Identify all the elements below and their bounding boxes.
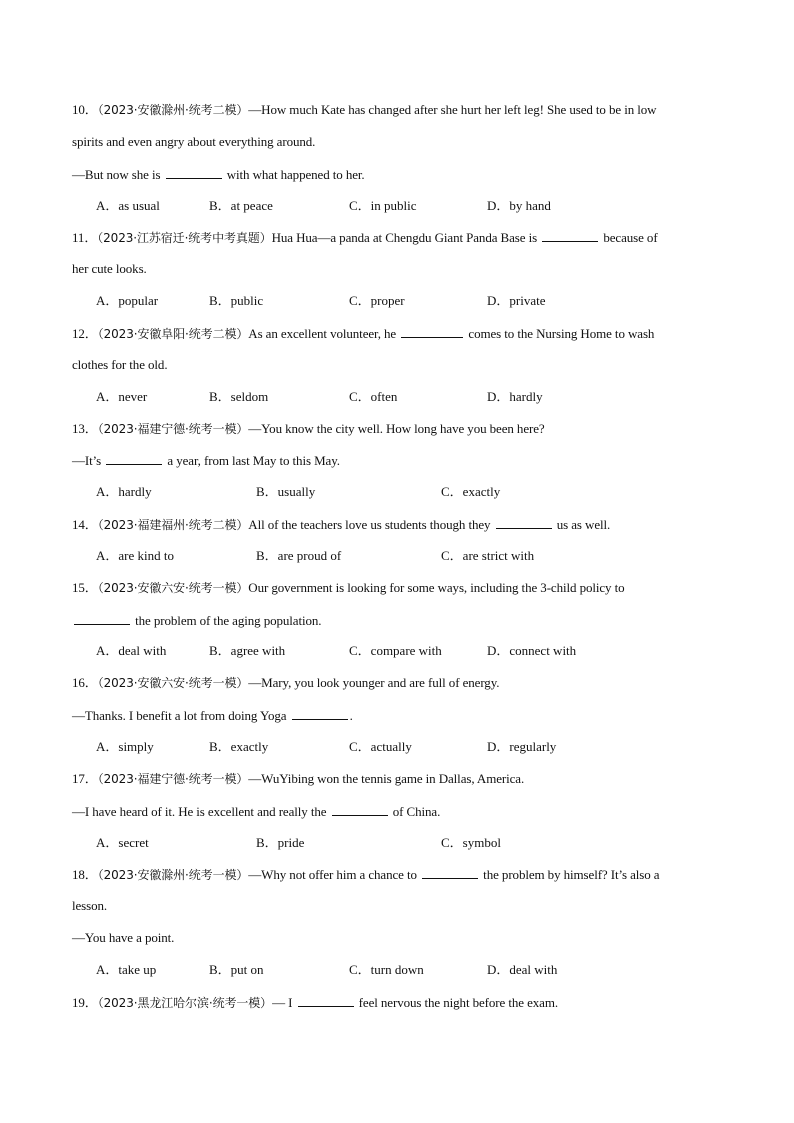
question-text: the problem of the aging population. [132,612,322,628]
question-text: —You have a point. [72,930,175,946]
option-b[interactable]: B．pride [256,834,305,850]
option-c[interactable]: C．in public [349,197,417,213]
question-text: —You know the city well. How long have you been here? [248,420,545,436]
question-text: us as well. [553,517,611,533]
question-text: —Thanks. I benefit a lot from doing Yoga [72,708,290,724]
question-source: （2023·安徽阜阳·统考二模） [97,326,249,341]
question-text: —I have heard of it. He is excellent and really the [72,803,330,819]
question-stem [72,994,732,1011]
question-stem [72,421,732,437]
answer-blank[interactable] [496,516,552,529]
options-row [96,739,736,755]
option-a[interactable]: A．hardly [96,484,152,500]
answer-blank[interactable] [292,707,348,720]
option-d[interactable]: D．by hand [487,197,551,213]
question-text: — I [272,994,296,1010]
question-source: （2023·福建宁德·统考一模） [97,421,249,436]
options-row [96,835,736,851]
question-number: 10． [72,102,98,117]
question-stem [72,325,732,342]
question-text: her cute looks. [72,261,147,277]
question-text: Our government is looking for some ways, including the 3-child policy to [248,579,625,595]
option-b[interactable]: B．are proud of [256,547,342,563]
option-d[interactable]: D．private [487,293,546,309]
question-number: 12． [72,325,98,341]
question-number: 16． [72,675,98,691]
question-line [72,357,732,373]
question-source: （2023·福建福州·统考二模） [97,518,249,533]
option-a[interactable]: A．secret [96,834,149,850]
question-number: 13． [72,420,98,436]
question-text: spirits and even angry about everything around. [72,133,316,149]
answer-blank[interactable] [74,612,130,625]
question-text: comes to the Nursing Home to wash [465,325,655,341]
option-b[interactable]: B．public [209,293,264,309]
question-text: the problem by himself? It’s also a [480,867,660,883]
question-text: —WuYibing won the tennis game in Dallas, America. [248,770,525,786]
option-d[interactable]: D．hardly [487,388,543,404]
question-stem [72,580,732,596]
option-c[interactable]: C．are strict with [441,547,535,563]
question-line [72,261,732,277]
question-number: 14． [72,517,98,533]
question-text: All of the teachers love us students though they [248,517,494,533]
options-row [96,962,736,978]
option-b[interactable]: B．seldom [209,388,269,404]
question-line [72,612,732,629]
options-row [96,643,736,659]
question-source: （2023·安徽滁州·统考二模） [97,103,249,117]
question-number: 17． [72,770,98,786]
option-c[interactable]: C．turn down [349,961,424,977]
option-c[interactable]: C．symbol [441,834,501,850]
option-b[interactable]: B．put on [209,961,264,977]
question-text: lesson. [72,898,108,914]
option-a[interactable]: A．are kind to [96,547,174,563]
question-line [72,898,732,914]
option-b[interactable]: B．agree with [209,643,286,659]
options-row [96,198,736,214]
question-text: of China. [389,803,441,819]
question-stem [72,771,732,787]
option-d[interactable]: D．connect with [487,643,577,659]
question-text: with what happened to her. [223,166,365,182]
question-number: 19． [72,994,98,1010]
question-source: （2023·黑龙江哈尔滨·统考一模） [97,995,273,1010]
options-row [96,389,736,405]
answer-blank[interactable] [401,325,463,338]
question-line [72,452,732,469]
option-a[interactable]: A．deal with [96,643,167,659]
answer-blank[interactable] [422,866,478,879]
answer-blank[interactable] [166,166,222,179]
question-text: because of [600,230,658,246]
question-source: （2023·福建宁德·统考一模） [97,771,249,786]
question-text: —Why not offer him a chance to [248,867,421,883]
option-c[interactable]: C．often [349,388,398,404]
option-a[interactable]: A．popular [96,293,159,309]
question-stem [72,102,732,118]
option-d[interactable]: D．deal with [487,961,558,977]
question-source: （2023·安徽滁州·统考一模） [97,868,249,883]
question-number: 18． [72,867,98,883]
option-d[interactable]: D．regularly [487,739,557,754]
option-c[interactable]: C．compare with [349,643,442,659]
question-stem [72,675,732,691]
option-a[interactable]: A．simply [96,739,154,754]
question-source: （2023·江苏宿迁·统考中考真题） [97,231,272,246]
question-line [72,803,732,820]
options-row [96,293,736,309]
question-text: —Mary, you look younger and are full of energy. [248,675,500,691]
question-text: clothes for the old. [72,356,168,372]
question-text: a year, from last May to this May. [164,453,340,469]
option-a[interactable]: A．never [96,388,148,404]
answer-blank[interactable] [332,803,388,816]
option-a[interactable]: A．take up [96,961,157,977]
option-c[interactable]: C．actually [349,739,412,754]
question-source: （2023·安徽六安·统考一模） [97,676,249,691]
question-text: . [349,708,353,724]
question-text: —It’s [72,453,105,469]
question-stem [72,516,732,533]
option-b[interactable]: B．exactly [209,739,269,754]
question-line [72,166,732,183]
answer-blank[interactable] [106,452,162,465]
question-text: As an excellent volunteer, he [248,325,400,341]
question-text: Hua Hua—a panda at Chengdu Giant Panda Base is [271,230,541,246]
question-text: —But now she is [72,166,164,182]
option-b[interactable]: B．usually [256,484,316,500]
options-row [96,548,736,564]
question-number: 15． [72,579,98,595]
question-source: （2023·安徽六安·统考一模） [97,580,249,595]
question-line [72,134,732,150]
question-text: feel nervous the night before the exam. [355,994,558,1010]
option-a[interactable]: A．as usual [96,197,160,213]
option-c[interactable]: C．exactly [441,484,501,500]
options-row [96,484,736,500]
question-text: —How much Kate has changed after she hurt her left leg! She used to be in low [248,102,657,117]
question-stem [72,866,732,883]
question-line [72,930,732,946]
question-number: 11． [72,230,98,246]
answer-blank[interactable] [298,994,354,1007]
question-line [72,707,732,724]
question-stem [72,229,732,246]
answer-blank[interactable] [542,229,598,242]
option-b[interactable]: B．at peace [209,197,273,213]
option-c[interactable]: C．proper [349,293,405,309]
